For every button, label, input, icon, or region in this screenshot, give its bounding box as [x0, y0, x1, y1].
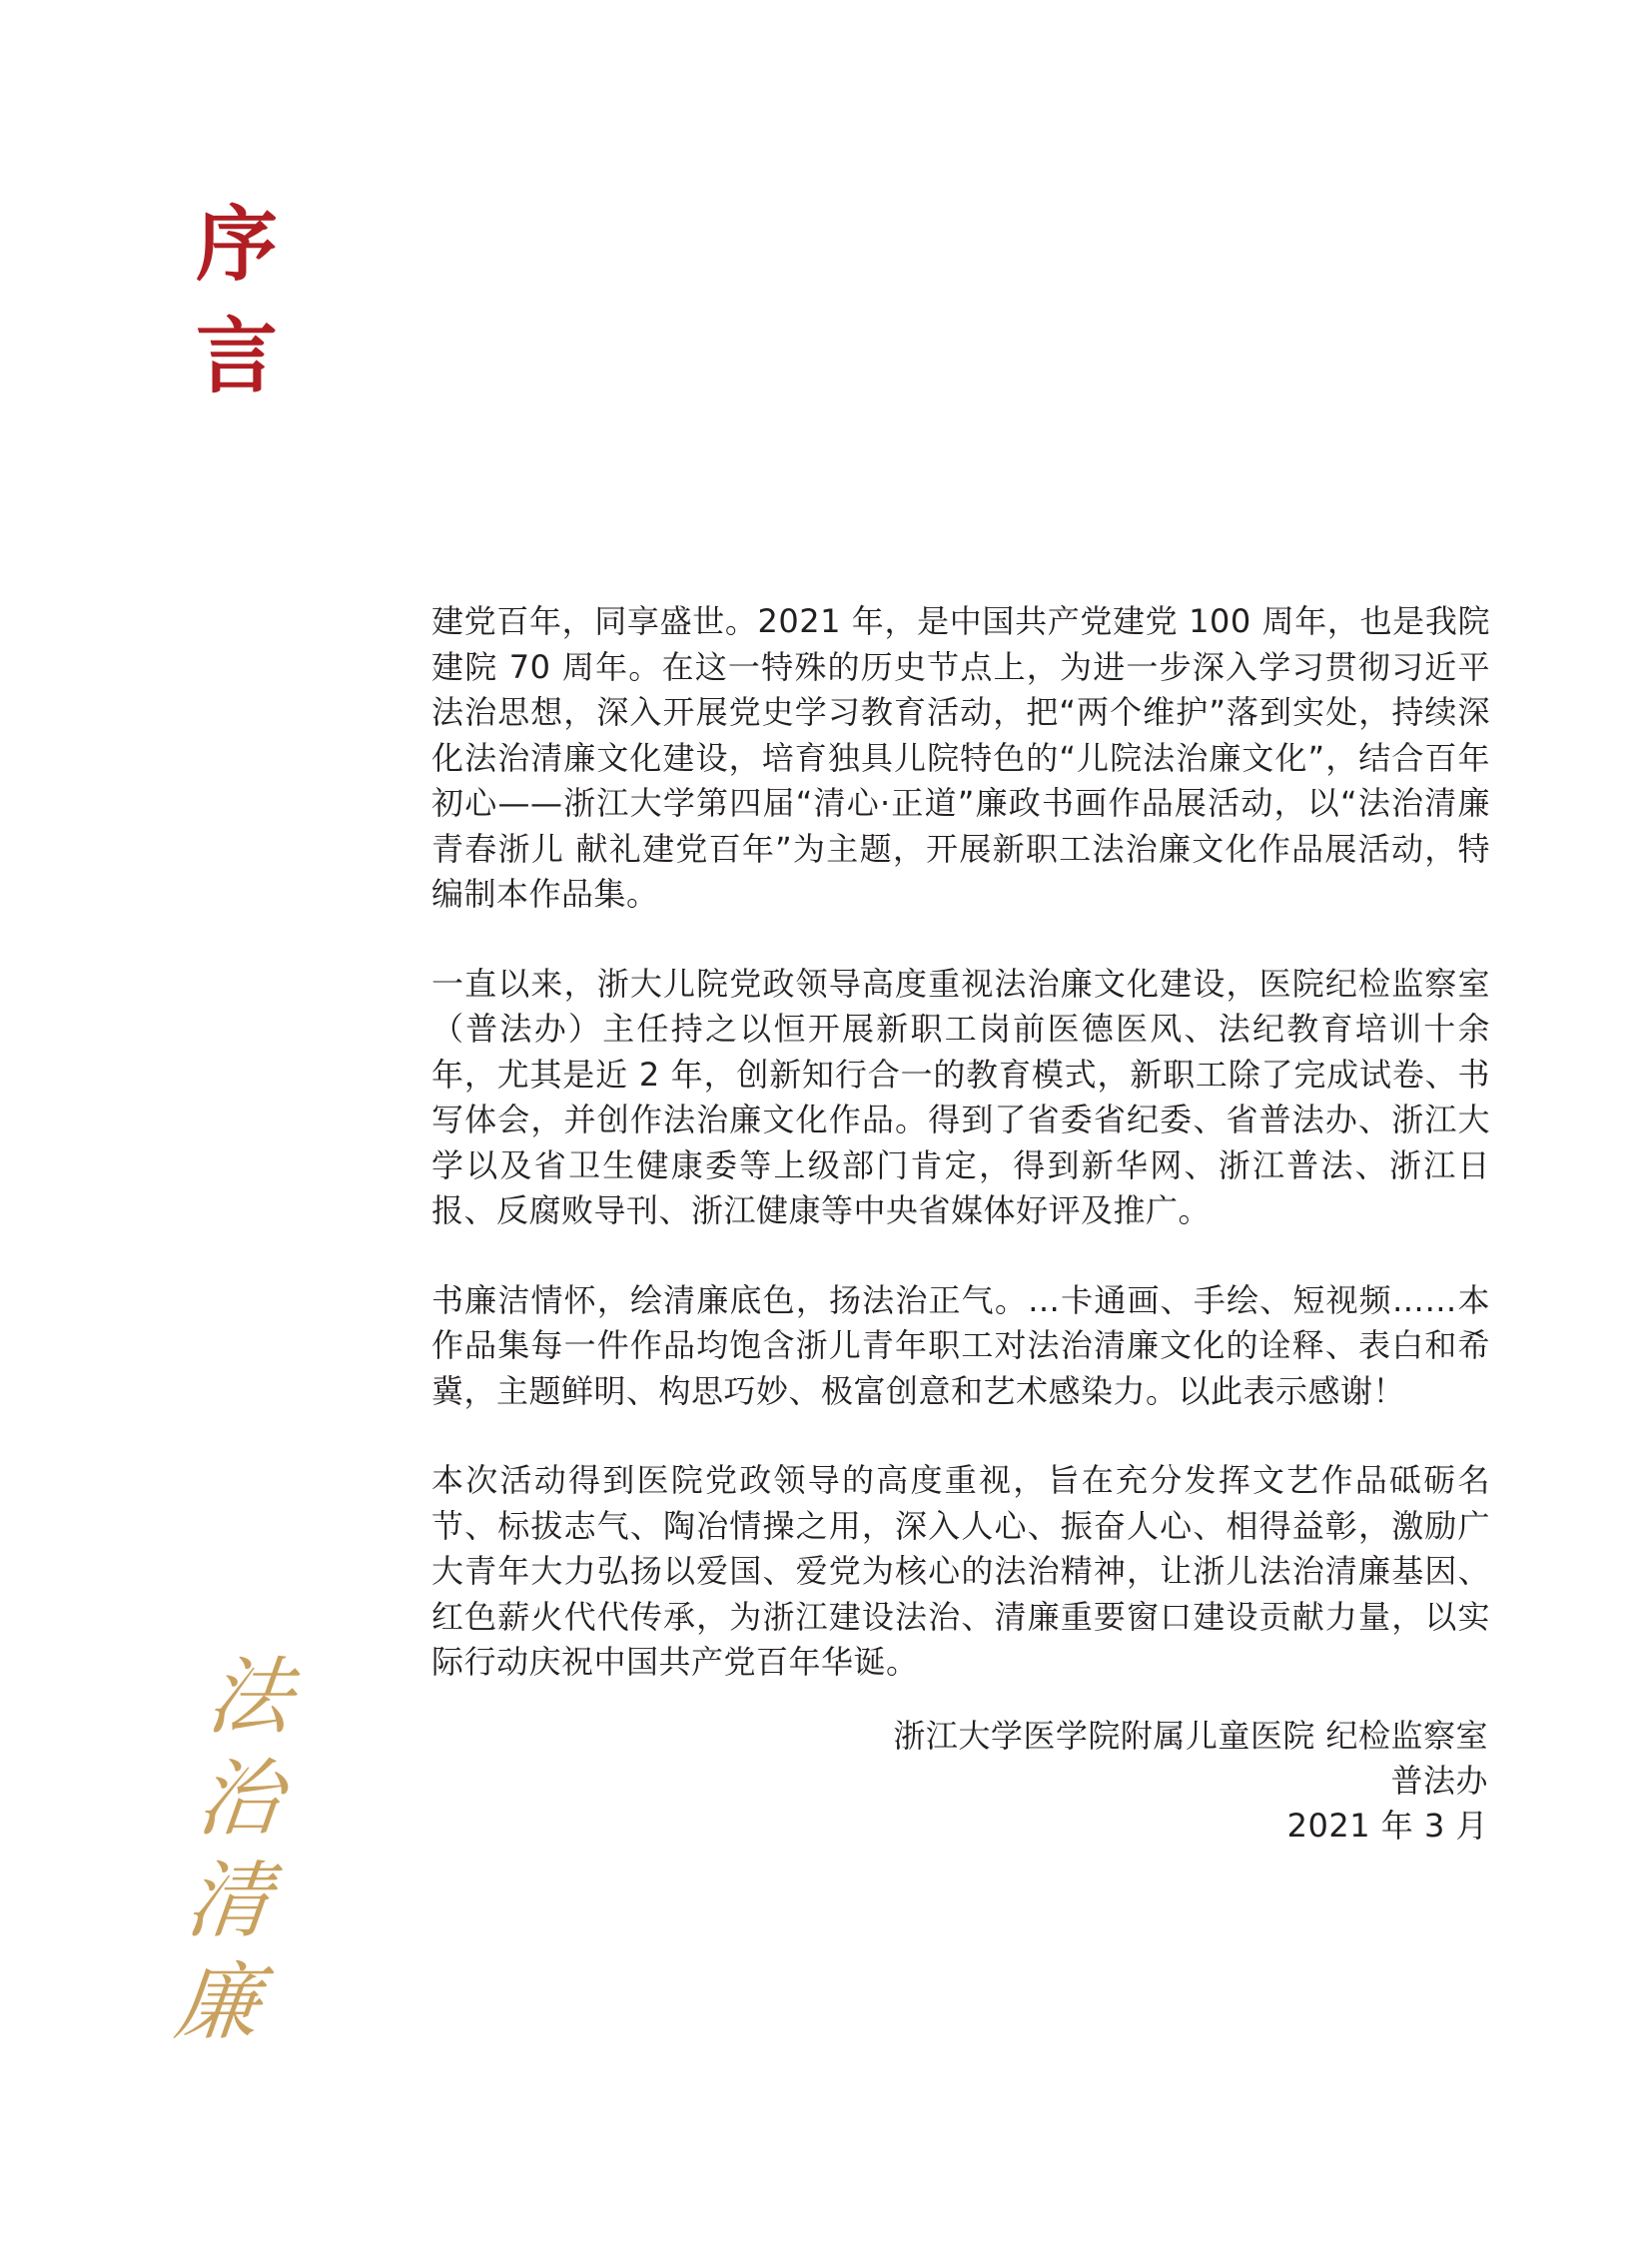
- signature-date: 2021 年 3 月: [1286, 1807, 1488, 1845]
- page-title: [196, 190, 279, 413]
- calligraphy-char-3: 清: [181, 1852, 276, 1949]
- calligraphy-emblem: [171, 1646, 310, 2053]
- signature-block: [789, 1714, 1488, 1849]
- paragraph-4: 本次活动得到医院党政领导的高度重视，旨在充分发挥文艺作品砥砺名节、标拔志气、陶冶情操之用，深入人心、振奋人心、相得益彰，激励广大青年大力弘扬以爱国、爱党为核心的法治精神，让浙儿法治清廉基因、红色薪火代代传承，为浙江建设法治、清廉重要窗口建设贡献力量，以实际行动庆祝中国共产党百年华诞。: [431, 1461, 1490, 1681]
- paragraph-3: 书廉洁情怀，绘清廉底色，扬法治正气。…卡通画、手绘、短视频……本作品集每一件作品均饱含浙儿青年职工对法治清廉文化的诠释、表白和希冀，主题鲜明、构思巧妙、极富创意和艺术感染力。以此表示感谢！: [431, 1280, 1490, 1410]
- calligraphy-char-1: 法: [202, 1648, 298, 1746]
- paragraph-1: 建党百年，同享盛世。2021 年，是中国共产党建党 100 周年，也是我院建院 70 周年。在这一特殊的历史节点上，为进一步深入学习贯彻习近平法治思想，深入开展党史学习教育活动，把“两个维护”落到实处，持续深化法治清廉文化建设，培育独具儿院特色的“儿院法治廉文化”，结合百年初心——浙江大学第四届“清心·正道”廉政书画作品展活动，以“法治清廉 青春浙儿 献礼建党百年”为主题，开展新职工法治廉文化作品展活动，特编制本作品集。: [431, 602, 1490, 913]
- calligraphy-char-2: 治: [192, 1750, 287, 1848]
- preface-body: [431, 599, 1490, 1730]
- signature-org: 浙江大学医学院附属儿童医院 纪检监察室: [893, 1717, 1488, 1755]
- paragraph-2: 一直以来，浙大儿院党政领导高度重视法治廉文化建设，医院纪检监察室（普法办）主任持之以恒开展新职工岗前医德医风、法纪教育培训十余年，尤其是近 2 年，创新知行合一的教育模式，新职工除了完成试卷、书写体会，并创作法治廉文化作品。得到了省委省纪委、省普法办、浙江大学以及省卫生健康委等上级部门肯定，得到新华网、浙江普法、浙江日报、反腐败导刊、浙江健康等中央省媒体好评及推广。: [431, 964, 1490, 1229]
- calligraphy-char-4: 廉: [170, 1953, 266, 2051]
- page-title-char-1: 序: [196, 198, 279, 293]
- signature-office: 普法办: [1390, 1762, 1488, 1800]
- page-title-char-2: 言: [196, 310, 279, 404]
